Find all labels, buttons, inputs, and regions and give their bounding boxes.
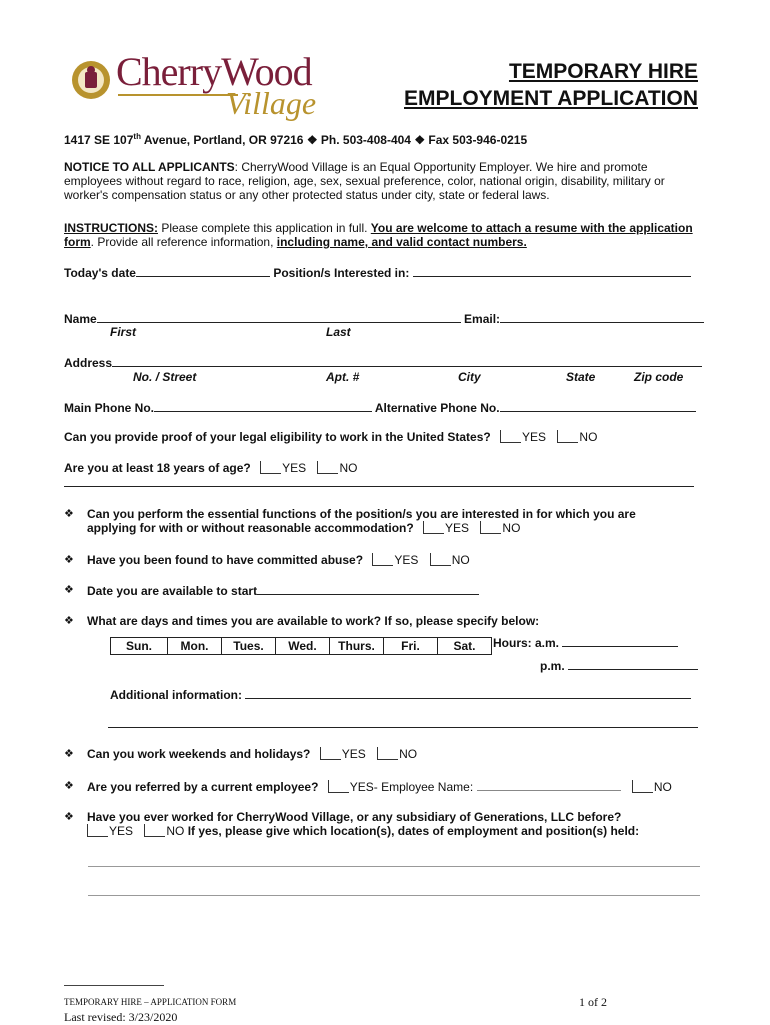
day-fri[interactable]: Fri.	[384, 638, 438, 655]
weekends-no-checkbox[interactable]	[377, 747, 398, 760]
hours-pm-row: p.m.	[540, 658, 698, 673]
title-line1: TEMPORARY HIRE	[508, 60, 698, 83]
title-line2: EMPLOYMENT APPLICATION	[404, 87, 698, 110]
eligibility-no-checkbox[interactable]	[557, 430, 578, 443]
no-street-label: No. / Street	[133, 370, 197, 384]
availability-days-table	[110, 637, 492, 655]
footer-revised-date: Last revised: 3/23/2020	[64, 1010, 178, 1024]
company-fax: Fax 503-946-0215	[428, 133, 528, 147]
day-sat[interactable]: Sat.	[438, 638, 492, 655]
company-phone: Ph. 503-408-404	[320, 133, 411, 147]
abuse-yes-checkbox[interactable]	[372, 553, 393, 566]
question-weekends: Can you work weekends and holidays? YES NO	[87, 747, 418, 761]
abuse-no-checkbox[interactable]	[430, 553, 451, 566]
address-row: Address	[64, 355, 702, 370]
todays-date-field[interactable]	[136, 265, 270, 277]
eligibility-row: Can you provide proof of your legal eligibility to work in the United States? YES NO	[64, 430, 598, 444]
weekends-yes-checkbox[interactable]	[320, 747, 341, 760]
question-referred: Are you referred by a current employee? YES- Employee Name: NO	[87, 780, 672, 794]
footer-form-name: TEMPORARY HIRE – APPLICATION FORM	[64, 997, 237, 1007]
section-divider	[64, 486, 694, 487]
notice: NOTICE TO ALL APPLICANTS: CherryWood Village is an Equal Opportunity Employer. We hire and promote employees without regard to race, religion, age, sex, sexual preference, color, national origin, disability, military or worker's compensation status or any other protected status under city, state or federal laws.	[64, 160, 665, 202]
logo-emblem-icon	[70, 56, 112, 104]
functions-yes-checkbox[interactable]	[423, 521, 444, 534]
last-label: Last	[326, 325, 351, 339]
day-sun[interactable]: Sun.	[111, 638, 168, 655]
name-field[interactable]	[97, 311, 461, 323]
additional-info-field[interactable]	[245, 687, 691, 699]
state-label: State	[566, 370, 596, 384]
question-abuse: Have you been found to have committed abuse? YES NO	[87, 553, 470, 567]
todays-date-row: Today's date Position/s Interested in:	[64, 265, 691, 280]
employee-name-field[interactable]	[477, 779, 621, 791]
question-start-date: Date you are available to start	[87, 583, 479, 598]
diamond-bullet-icon: ❖	[64, 554, 74, 566]
footer-page-number: 1 of 2	[579, 995, 607, 1009]
diamond-bullet-icon: ❖	[64, 780, 74, 792]
referred-no-checkbox[interactable]	[632, 780, 653, 793]
functions-no-checkbox[interactable]	[480, 521, 501, 534]
phone-row: Main Phone No. Alternative Phone No.	[64, 400, 696, 415]
diamond-bullet-icon: ❖	[64, 748, 74, 760]
referred-yes-checkbox[interactable]	[328, 780, 349, 793]
question-availability: What are days and times you are available to work? If so, please specify below:	[87, 614, 540, 628]
diamond-icon: ❖	[306, 133, 321, 147]
email-field[interactable]	[500, 311, 704, 323]
day-mon[interactable]: Mon.	[168, 638, 222, 655]
age-no-checkbox[interactable]	[317, 461, 338, 474]
address-field[interactable]	[112, 355, 702, 367]
day-wed[interactable]: Wed.	[276, 638, 330, 655]
hours-pm-field[interactable]	[568, 658, 698, 670]
question-essential-functions: Can you perform the essential functions of the position/s you are interested in for which you are applying for with or without reasonable accommodation? YES NO	[87, 507, 636, 535]
city-label: City	[458, 370, 481, 384]
logo-brand-line2: Village	[226, 85, 317, 121]
day-thurs[interactable]: Thurs.	[330, 638, 384, 655]
additional-info-row: Additional information:	[110, 687, 691, 702]
diamond-bullet-icon: ❖	[64, 615, 74, 627]
name-row: Name Email:	[64, 311, 704, 326]
alt-phone-field[interactable]	[500, 400, 696, 412]
diamond-bullet-icon: ❖	[64, 584, 74, 596]
hours-am-field[interactable]	[562, 635, 678, 647]
age-row: Are you at least 18 years of age? YES NO	[64, 461, 358, 475]
diamond-bullet-icon: ❖	[64, 508, 74, 520]
logo-underline	[118, 94, 238, 96]
question-worked-before: Have you ever worked for CherryWood Village, or any subsidiary of Generations, LLC before? YES NO If yes, please give which location(s), dates of employment and position(s) held:	[87, 810, 640, 838]
worked-before-yes-checkbox[interactable]	[87, 824, 108, 837]
main-phone-field[interactable]	[154, 400, 372, 412]
zip-label: Zip code	[634, 370, 684, 384]
eligibility-yes-checkbox[interactable]	[500, 430, 521, 443]
logo-brand-line1: CherryWood	[116, 49, 312, 94]
diamond-icon: ❖	[414, 133, 429, 147]
first-label: First	[110, 325, 137, 339]
day-tues[interactable]: Tues.	[222, 638, 276, 655]
additional-info-line2[interactable]	[108, 727, 698, 728]
start-date-field[interactable]	[257, 583, 479, 595]
page-title	[404, 58, 698, 112]
worked-before-no-checkbox[interactable]	[144, 824, 165, 837]
logo	[68, 50, 318, 122]
instructions: INSTRUCTIONS: Please complete this application in full. You are welcome to attach a resume with the application form. Provide all reference information, including name, and valid contact numbers.	[64, 221, 693, 249]
worked-before-line2[interactable]	[88, 895, 700, 896]
diamond-bullet-icon: ❖	[64, 811, 74, 823]
company-address: 1417 SE 107th Avenue, Portland, OR 97216 ❖ Ph. 503-408-404 ❖ Fax 503-946-0215	[64, 132, 528, 147]
age-yes-checkbox[interactable]	[260, 461, 281, 474]
apt-label: Apt. #	[326, 370, 360, 384]
hours-am-row: Hours: a.m.	[493, 635, 678, 650]
footer-divider	[64, 985, 164, 986]
position-field[interactable]	[413, 265, 691, 277]
worked-before-line1[interactable]	[88, 866, 700, 867]
